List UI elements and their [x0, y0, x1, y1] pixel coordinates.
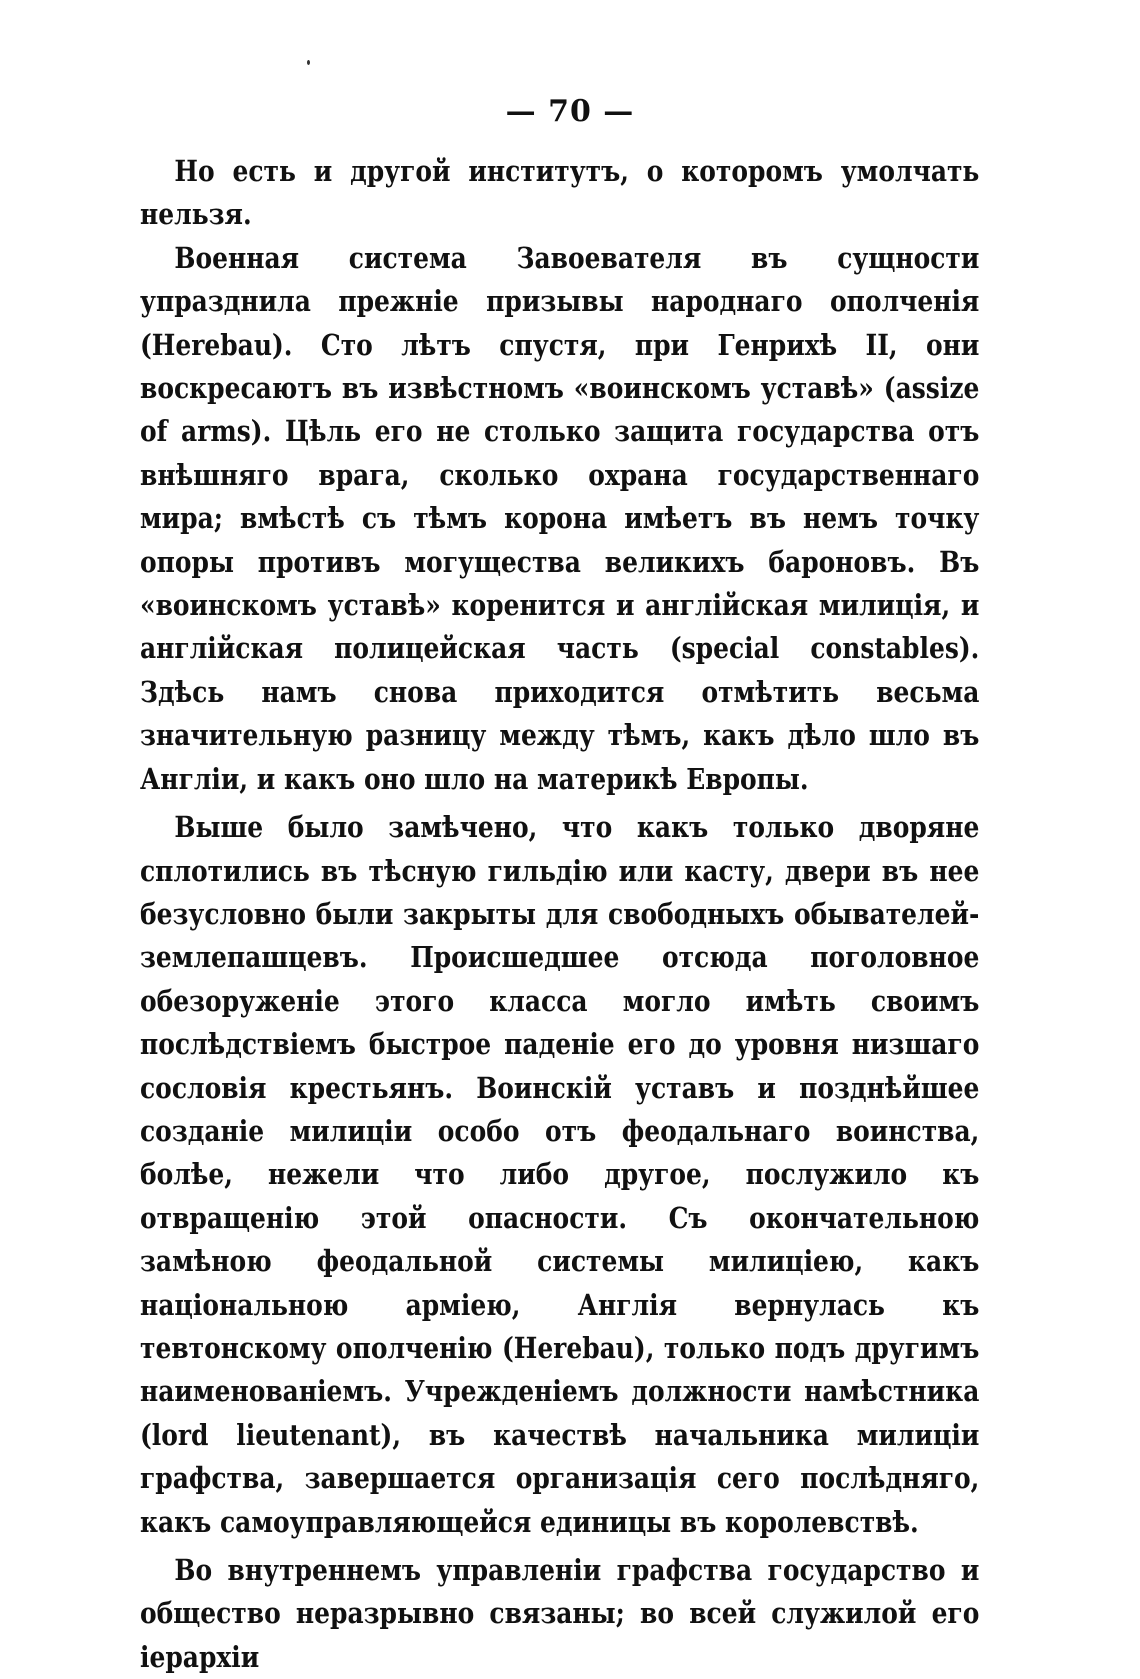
paragraph: Но есть и другой институтъ, о которомъ умолчать нельзя. [140, 154, 980, 232]
paragraph: Выше было замѣчено, что какъ только дворяне сплотились въ тѣсную гильдію или касту, двери въ нее безусловно были закрыты для свободныхъ обывателей-землепашцевъ. Происшедшее отсюда поголовное обезоруженіе этого класса могло имѣть своимъ послѣдствіемъ быстрое паденіе его до уровня низшаго сословія крестьянъ. Воинскій уставъ и позднѣйшее созданіе милиціи особо отъ феодальнаго воинства, болѣе, нежели что либо другое, послужило къ отвращенію этой опасности. Съ окончательною замѣною феодальной системы милиціею, какъ національною арміею, Англія вернулась къ тевтонскому ополченію (Herebau), только подъ другимъ наименованіемъ. Учрежденіемъ должности намѣстника (lord lieutenant), въ качествѣ начальника милиціи графства, завершается организація сего послѣдняго, какъ самоуправляющейся единицы въ королевствѣ. [140, 810, 980, 1539]
paragraph: Военная система Завоевателя въ сущности упразднила прежніе призывы народнаго ополченія (Herebau). Сто лѣтъ спустя, при Генрихѣ II, они воскресаютъ въ извѣстномъ «воинскомъ уставѣ» (assize of arms). Цѣль его не столько защита государства отъ внѣшняго врага, сколько охрана государственнаго мира; вмѣстѣ съ тѣмъ корона имѣетъ въ немъ точку опоры противъ могущества великихъ бароновъ. Въ «воинскомъ уставѣ» коренится и англійская милиція, и англійская полицейская часть (special constables). Здѣсь намъ снова приходится отмѣтить весьма значительную разницу между тѣмъ, какъ дѣло шло въ Англіи, и какъ оно шло на материкѣ Европы. [140, 240, 980, 796]
ink-speck [307, 60, 310, 65]
body-text [140, 150, 979, 1679]
page-number: — 70 — [505, 94, 635, 129]
paragraph: Во внутреннемъ управленіи графства государство и общество неразрывно связаны; во всей служилой его іерархіи [140, 1553, 980, 1674]
